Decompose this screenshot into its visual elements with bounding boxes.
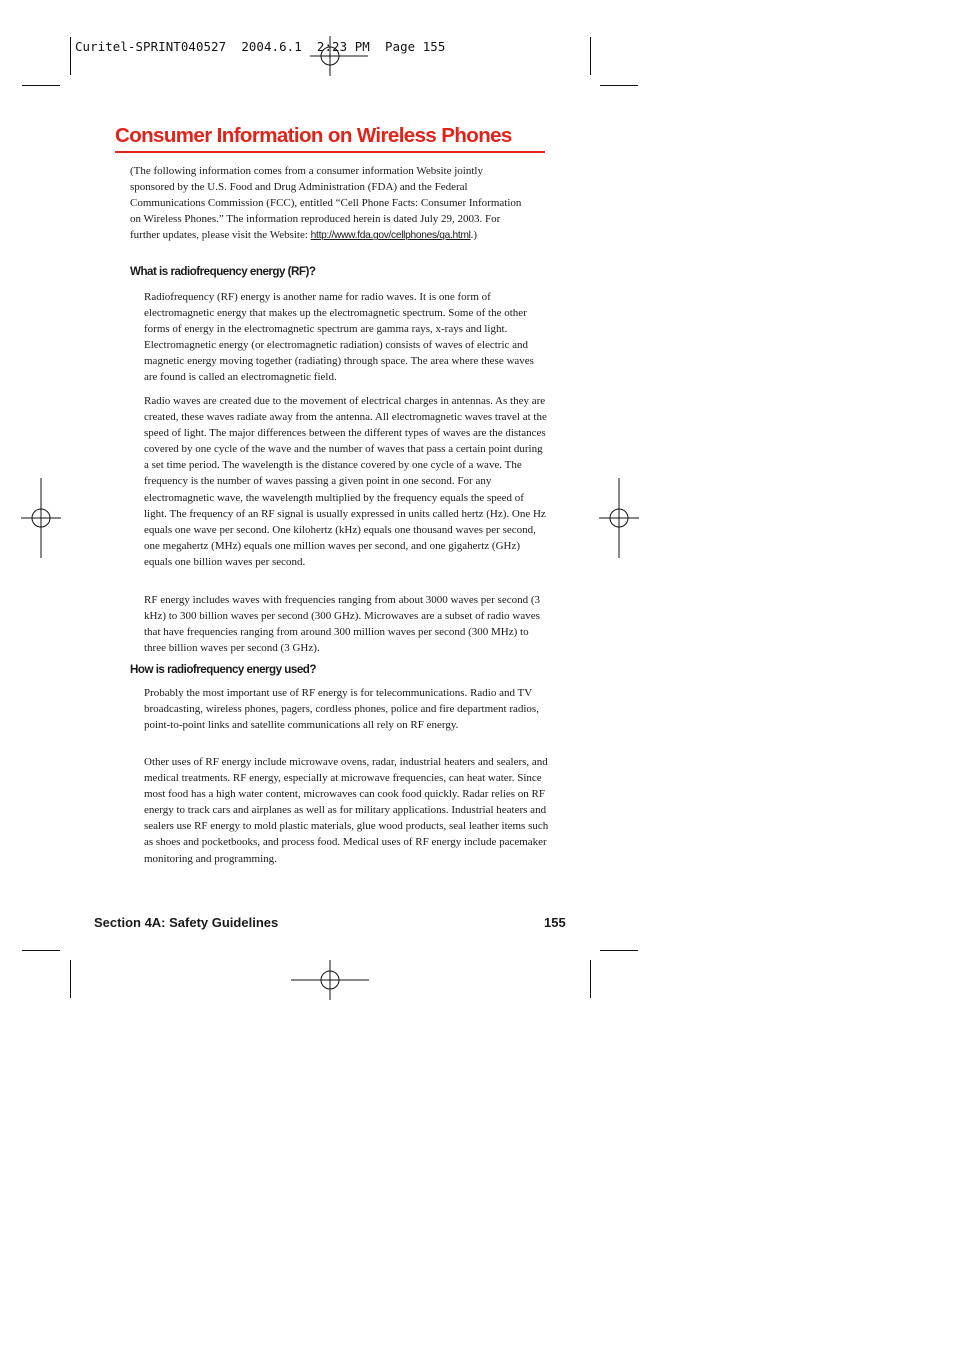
intro-paragraph bbox=[130, 163, 530, 244]
crop-mark bbox=[22, 950, 60, 951]
registration-mark-bottom bbox=[291, 960, 371, 1000]
footer-page-number: 155 bbox=[544, 915, 566, 930]
crop-mark bbox=[22, 85, 60, 86]
body-paragraph: Other uses of RF energy include microwave ovens, radar, industrial heaters and sealers, and medical treatments. RF energy, especially at microwave frequencies, can heat water. Since most food has a high water content, microwaves can cook food quickly. Radar relies on RF energy to track cars and airplanes as well as for military applications. Industrial heaters and sealers use RF energy to mold plastic materials, glue wood products, seal leather items such as shoes and pocketbooks, and process food. Medical uses of RF energy include pacemaker monitoring and programming. bbox=[144, 756, 549, 865]
section-heading: What is radiofrequency energy (RF)? bbox=[130, 265, 316, 278]
registration-mark-right bbox=[599, 478, 639, 558]
crop-mark bbox=[70, 960, 71, 998]
crop-mark bbox=[600, 950, 638, 951]
section-heading: How is radiofrequency energy used? bbox=[130, 663, 316, 676]
crop-mark bbox=[600, 85, 638, 86]
registration-mark-left bbox=[21, 478, 61, 558]
intro-suffix: .) bbox=[470, 229, 478, 242]
footer-section-label: Section 4A: Safety Guidelines bbox=[94, 915, 279, 930]
crop-mark bbox=[590, 37, 591, 75]
print-slug: Curitel-SPRINT040527 2004.6.1 2:23 PM Page 155 bbox=[75, 39, 446, 54]
intro-text: (The following information comes from a consumer information Website jointly sponsored by the U.S. Food and Drug Administration (FDA) and the Federal Communications Commission (FCC), entitled “Cell Phone Facts: Consumer Information on Wireless Phones.” The information reproduced herein is dated July 29, 2003. For further updates, please visit the Website: bbox=[130, 165, 522, 242]
body-paragraph: Probably the most important use of RF energy is for telecommunications. Radio and TV broadcasting, wireless phones, pagers, cordless phones, police and fire department radios, point-to-point links and satellite communications all rely on RF energy. bbox=[144, 687, 539, 732]
page-title: Consumer Information on Wireless Phones bbox=[115, 123, 545, 153]
crop-mark bbox=[590, 960, 591, 998]
crop-mark bbox=[70, 37, 71, 75]
registration-mark-top bbox=[310, 36, 350, 76]
fda-website-link[interactable]: http://www.fda.gov/cellphones/qa.html bbox=[310, 230, 471, 242]
body-paragraph: Radio waves are created due to the movement of electrical charges in antennas. As they are created, these waves radiate away from the antenna. All electromagnetic waves travel at the speed of light. The major differences between the different types of waves are the distances covered by one cycle of the wave and the number of waves that pass a certain point during a set time period. The wavelength is the distance covered by one cycle of a wave. The frequency is the number of waves passing a given point in one second. For any electromagnetic wave, the wavelength multiplied by the frequency equals the speed of light. The frequency of an RF signal is usually expressed in units called hertz (Hz). One Hz equals one wave per second. One kilohertz (kHz) equals one thousand waves per second, one megahertz (MHz) equals one million waves per second, and one gigahertz (GHz) equals one billion waves per second. bbox=[144, 395, 547, 568]
body-paragraph: RF energy includes waves with frequencies ranging from about 3000 waves per second (3 kHz) to 300 billion waves per second (300 GHz). Microwaves are a subset of radio waves that have frequencies ranging from around 300 million waves per second (300 MHz) to three billion waves per second (3 GHz). bbox=[144, 594, 540, 655]
body-paragraph: Radiofrequency (RF) energy is another name for radio waves. It is one form of electromagnetic energy that makes up the electromagnetic spectrum. Some of the other forms of energy in the electromagnetic spectrum are gamma rays, x-rays and light. Electromagnetic energy (or electromagnetic radiation) consists of waves of electric and magnetic energy moving together (radiating) through space. The area where these waves are found is called an electromagnetic field. bbox=[144, 291, 534, 384]
